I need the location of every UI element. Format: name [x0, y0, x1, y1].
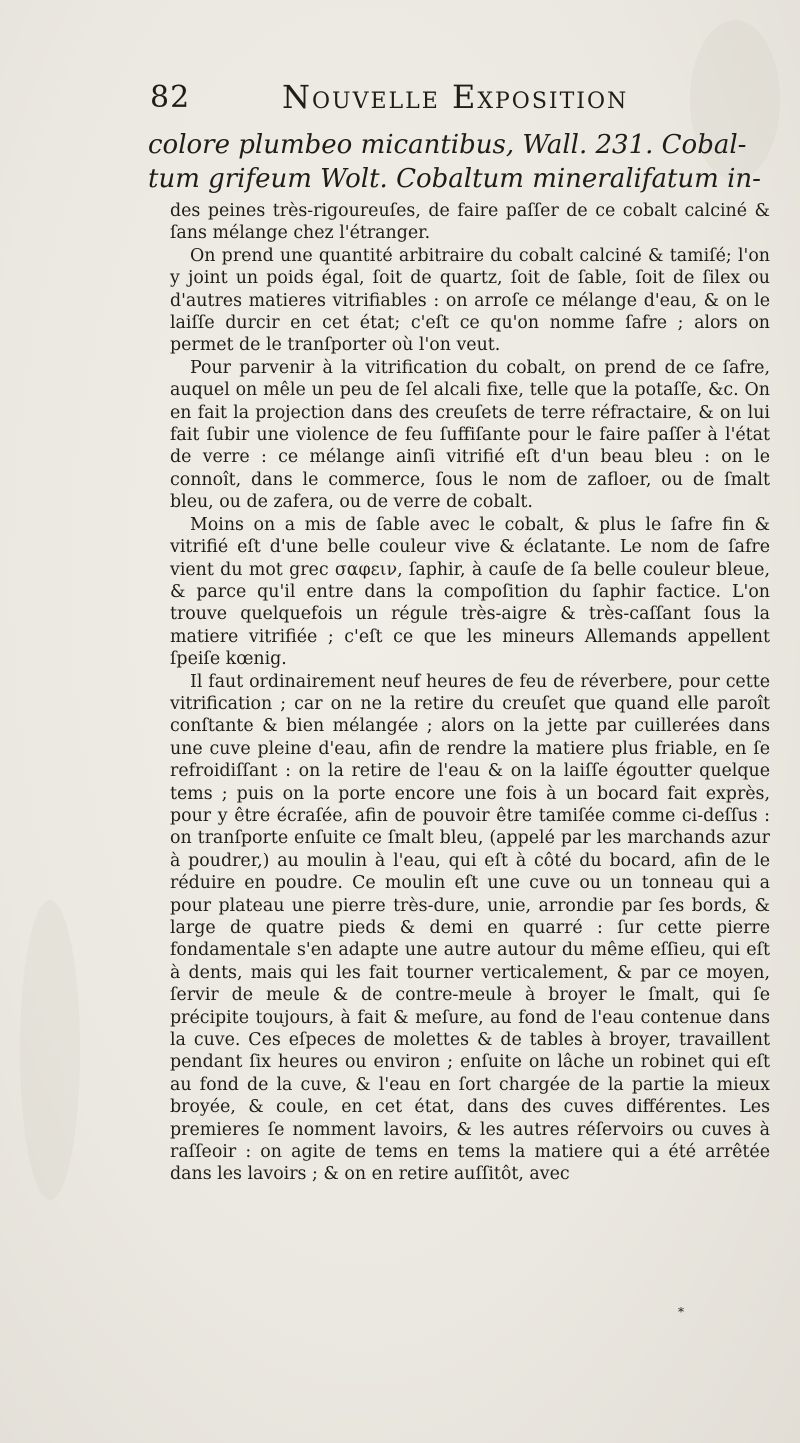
heading-line: tum grifeum Wolt. Cobaltum mineralifatum in-: [148, 164, 761, 194]
paragraph: Pour parvenir à la vitrification du cobalt, on prend de ce ſafre, auquel on mêle un peu de ſel alcali fixe, telle que la potaſſe, &c. On en fait la projection dans des creuſets de terre réfractaire, & on lui fait ſubir une violence de feu ſuffiſante pour le faire paſſer à l'état de verre : ce mélange ainſi vitrifié eſt d'un beau bleu : on le connoît, dans le commerce, ſous le nom de zafloer, ou de ſmalt bleu, ou de zafera, ou de verre de cobalt.: [170, 357, 770, 513]
body-text: [170, 200, 770, 1186]
page-header: [150, 78, 730, 126]
catchword: *: [678, 1305, 684, 1319]
paragraph: des peines très-rigoureuſes, de faire paſſer de ce cobalt calciné & ſans mélange chez l'étranger.: [170, 201, 770, 244]
paragraph: Il faut ordinairement neuf heures de feu de réverbere, pour cette vitrification ; car on ne la retire du creuſet que quand elle paroît conſtante & bien mélangée ; alors on la jette par cuillerées dans une cuve pleine d'eau, afin de rendre la matiere plus friable, en ſe refroidiſſant : on la retire de l'eau & on la laiſſe égoutter quelque tems ; puis on la porte encore une fois à un bocard fait exprès, pour y être écraſée, afin de pouvoir être tamiſée comme ci-deſſus : on tranſporte enſuite ce ſmalt bleu, (appelé par les marchands azur à poudrer,) au moulin à l'eau, qui eſt à côté du bocard, afin de le réduire en poudre. Ce moulin eſt une cuve ou un tonneau qui a pour plateau une pierre très-dure, unie, arrondie par ſes bords, & large de quatre pieds & demi en quarré : ſur cette pierre fondamentale s'en adapte une autre autour du même eſſieu, qui eſt à dents, mais qui les fait tourner verticalement, & par ce moyen, ſervir de meule & de contre-meule à broyer le ſmalt, qui ſe précipite toujours, à fait & meſure, au fond de l'eau contenue dans la cuve. Ces eſpeces de molettes & de tables à broyer, travaillent pendant ſix heures ou environ ; enſuite on lâche un robinet qui eſt au fond de la cuve, & l'eau en ſort chargée de la partie la mieux broyée, & coule, en cet état, dans des cuves différentes. Les premieres ſe nomment lavoirs, & les autres réſervoirs ou cuves à raſſeoir : on agite de tems en tems la matiere qui a été arrêtée dans les lavoirs ; & on en retire auſſitôt, avec: [170, 671, 770, 1185]
paper-stain: [20, 900, 80, 1200]
heading-continuation: [148, 128, 761, 196]
paragraph: On prend une quantité arbitraire du cobalt calciné & tamiſé; l'on y joint un poids égal, ſoit de quartz, ſoit de ſable, ſoit de ſilex ou d'autres matieres vitrifiables : on arroſe ce mélange d'eau, & on le laiſſe durcir en cet état; c'eſt ce qu'on nomme ſafre ; alors on permet de le tranſporter où l'on veut.: [170, 245, 770, 356]
heading-line: colore plumbeo micantibus, Wall. 231. Cobal-: [148, 130, 747, 160]
running-title: Nouvelle Exposition: [282, 78, 629, 116]
paragraph: Moins on a mis de ſable avec le cobalt, & plus le ſafre fin & vitrifié eſt d'une belle couleur vive & éclatante. Le nom de ſafre vient du mot grec σαφειν, ſaphir, à cauſe de ſa belle couleur bleue, & parce qu'il entre dans la compoſition du ſaphir factice. L'on trouve quelquefois un régule très-aigre & très-caſſant ſous la matiere vitrifiée ; c'eſt ce que les mineurs Allemands appellent ſpeiſe kœnig.: [170, 514, 770, 670]
page-number: 82: [150, 80, 191, 115]
